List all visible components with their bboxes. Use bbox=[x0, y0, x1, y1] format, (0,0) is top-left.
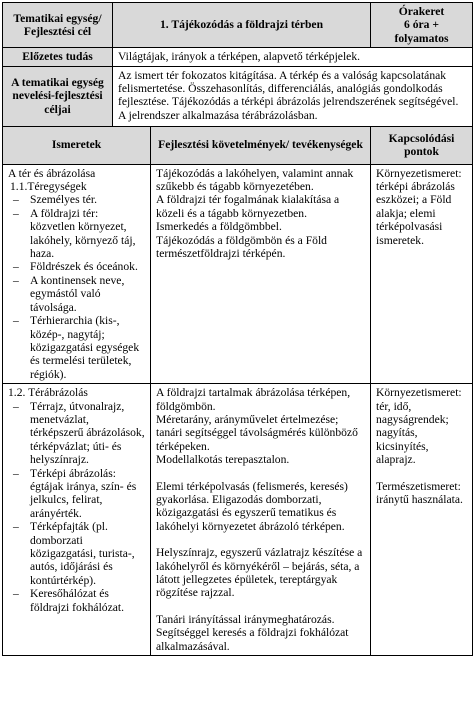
list-item: – Személyes tér. bbox=[13, 193, 97, 207]
section2-connections-cell bbox=[371, 384, 473, 656]
col-requirements: Fejlesztési követelmények/ tevékenységek bbox=[158, 138, 363, 152]
requirement-text: Tanári irányítással iránymeghatározás. Segítséggel keresés a földrajzi fokhálózat alkalmazásával. bbox=[156, 612, 349, 653]
section2-knowledge-cell bbox=[3, 384, 151, 656]
bullet-dash-icon: – bbox=[13, 314, 19, 328]
section2-requirements-cell bbox=[151, 384, 371, 656]
bullet-dash-icon: – bbox=[13, 399, 19, 413]
col-knowledge-cell bbox=[3, 126, 151, 164]
list-item: – Keresőhálózat és földrajzi fokhálózat. bbox=[13, 587, 124, 614]
column-header-row bbox=[3, 126, 473, 164]
bullet-dash-icon: – bbox=[13, 273, 19, 287]
connection-text: Környezetismeret: térképi ábrázolás eszközei; a Föld alakja; elemi térképolvasási ismeretek. bbox=[376, 166, 462, 247]
section1-title: A tér és ábrázolása bbox=[8, 166, 96, 180]
section1-requirements-cell bbox=[151, 164, 371, 384]
hours-cell bbox=[371, 3, 473, 48]
hours-label: Órakeret 6 óra + folyamatos bbox=[394, 5, 449, 45]
bullet-dash-icon: – bbox=[13, 193, 19, 207]
list-item: – Térrajz, útvonalrajz, menetvázlat, térképszerű ábrázolások, térképvázlat; úti- és helyszínrajz. bbox=[13, 399, 145, 467]
bullet-dash-icon: – bbox=[13, 466, 19, 480]
requirement-text: Helyszínrajz, egyszerű vázlatrajz készítése a lakóhelyről és környékéről – bejárás, séta, a látott jellegzetes épületek, tereptárgyak rögzítése rajzzal. bbox=[156, 546, 363, 600]
requirement-text: A földrajzi tartalmak ábrázolása térképen, földgömbön. bbox=[156, 386, 351, 413]
list-item: – Földrészek és óceánok. bbox=[13, 260, 138, 274]
requirement-text: Méretarány, arányművelet értelmezése; tanári segítséggel távolságmérés különböző térképeken. bbox=[156, 412, 358, 453]
section2-subtitle: 1.2. Térábrázolás bbox=[8, 386, 88, 400]
col-knowledge: Ismeretek bbox=[51, 138, 102, 152]
section1-connections-cell bbox=[371, 164, 473, 384]
prereq-label-cell bbox=[3, 48, 113, 66]
col-requirements-cell bbox=[151, 126, 371, 164]
list-item: – A földrajzi tér: közvetlen környezet, lakóhely, környező táj, haza. bbox=[13, 206, 136, 261]
goals-row bbox=[3, 66, 473, 126]
bullet-dash-icon: – bbox=[13, 206, 19, 220]
requirement-text: Ismerkedés a földgömbbel. bbox=[156, 220, 282, 234]
requirement-text: Tájékozódás a földgömbön és a Föld természetföldrajzi térképén. bbox=[156, 233, 327, 261]
goals-text: Az ismert tér fokozatos kitágítása. A térkép és a valóság kapcsolatának felismertetése. Összehasonlítás, differenciálás, analógiás gondolkodás fejlesztése. Tájékozódás a térképi ábrázolás jelrendszerének segítségével. A jelrendszer alkalmazása térábrázolásban. bbox=[118, 68, 459, 122]
topic-label: Tematikai egység/ Fejlesztési cél bbox=[13, 11, 102, 39]
bullet-dash-icon: – bbox=[13, 520, 19, 534]
prereq-text: Világtájak, irányok a térképen, alapvető térképjelek. bbox=[118, 50, 361, 64]
col-connections: Kapcsolódási pontok bbox=[388, 131, 455, 159]
connection-text: Természetismeret: iránytű használata. bbox=[376, 479, 463, 506]
curriculum-table bbox=[2, 2, 473, 656]
list-item: – Térképfajták (pl. domborzati közigazgatási, turista-, autós, időjárási és kontúrtérkép). bbox=[13, 520, 135, 587]
topic-label-cell bbox=[3, 3, 113, 48]
bullet-dash-icon: – bbox=[13, 260, 19, 274]
header-row bbox=[3, 3, 473, 48]
requirement-text: Elemi térképolvasás (felismerés, keresés) gyakorlása. Eligazodás domborzati, közigazgatási és egyszerű tematikus és lakóhelyi környezetet ábrázoló térképen. bbox=[156, 479, 348, 533]
requirement-text: Modellalkotás terepasztalon. bbox=[156, 453, 290, 467]
requirement-text: A földrajzi tér fogalmának kialakítása a közeli és a tágabb környezetben. bbox=[156, 193, 340, 220]
topic-title: 1. Tájékozódás a földrajzi térben bbox=[159, 18, 324, 32]
goals-text-cell bbox=[113, 66, 473, 126]
col-connections-cell bbox=[371, 126, 473, 164]
prereq-text-cell bbox=[113, 48, 473, 66]
goals-label-cell bbox=[3, 66, 113, 126]
topic-title-cell bbox=[113, 3, 371, 48]
section2-list bbox=[8, 400, 145, 615]
connection-text: Környezetismeret: tér, idő, nagyságrendek; nagyítás, kicsinyítés, alaprajz. bbox=[376, 386, 462, 467]
list-item: – A kontinensek neve, egymástól való távolsága. bbox=[13, 273, 125, 314]
prereq-row bbox=[3, 48, 473, 66]
section1-list bbox=[8, 193, 145, 381]
section2-row bbox=[3, 384, 473, 656]
list-item: – Térképi ábrázolás: égtájak iránya, szín- és jelkulcs, felirat, arányérték. bbox=[13, 466, 137, 520]
prereq-label: Előzetes tudás bbox=[22, 50, 93, 64]
goals-label: A tematikai egység nevelési-fejlesztési céljai bbox=[11, 76, 104, 116]
bullet-dash-icon: – bbox=[13, 587, 19, 601]
section1-subtitle: 1.1.Téregységek bbox=[10, 180, 87, 194]
list-item: – Térhierarchia (kis-, közép-, nagytáj; közigazgatási egységek és termelési területek, régiók). bbox=[13, 314, 140, 381]
section1-knowledge-cell bbox=[3, 164, 151, 384]
section1-row bbox=[3, 164, 473, 384]
requirement-text: Tájékozódás a lakóhelyen, valamint annak szűkebb és tágabb környezetében. bbox=[156, 166, 354, 194]
